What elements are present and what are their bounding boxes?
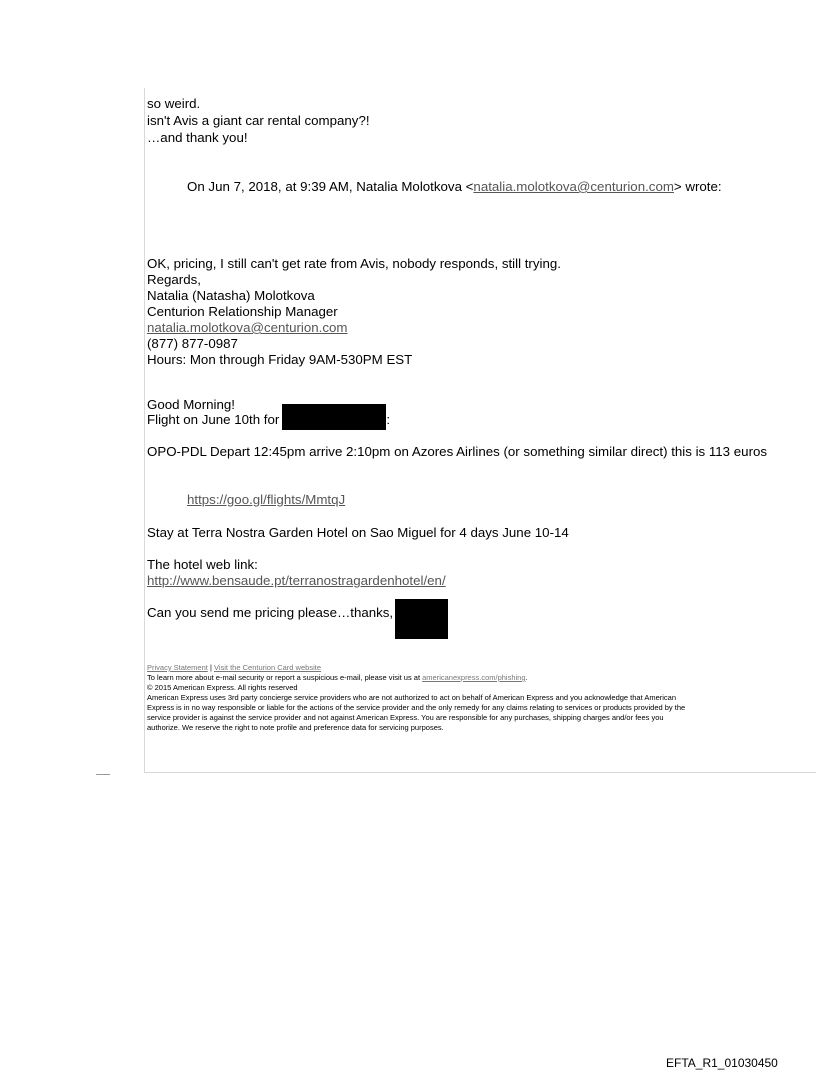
footer-disclaimer-1: American Express uses 3rd party concierge service providers who are not authorized to act on behalf of American Express and you acknowledge that American: [147, 693, 677, 702]
flight-prefix: Flight on June 10th for: [147, 412, 280, 427]
hotel-link[interactable]: http://www.bensaude.pt/terranostragardenhotel/en/: [147, 573, 446, 588]
footer-separator: |: [207, 663, 214, 672]
reply-line-2: isn't Avis a giant car rental company?!: [147, 113, 370, 128]
footer-disclaimer-4: authorize. We reserve the right to note profile and preference data for servicing purposes.: [147, 723, 444, 732]
redaction-block: [282, 404, 386, 430]
flight-link[interactable]: https://goo.gl/flights/MmtqJ: [187, 492, 346, 507]
security-note-end: .: [525, 673, 528, 682]
reply-line-3: …and thank you!: [147, 130, 248, 145]
signature-phone: (877) 877-0987: [147, 336, 238, 351]
quote-header-suffix: > wrote:: [673, 179, 722, 194]
centurion-website-link[interactable]: Visit the Centurion Card website: [213, 663, 321, 672]
security-note-text: To learn more about e-mail security or report a suspicious e-mail, please visit us at: [147, 673, 423, 682]
closing-text: Can you send me pricing please…thanks,: [147, 605, 394, 620]
signature-title: Centurion Relationship Manager: [147, 304, 338, 319]
footer-links: [147, 663, 321, 673]
footer-disclaimer-3: service provider is against the service provider and not against American Express. You are responsible for any purchases, shipping charges and/or fees you: [147, 713, 664, 722]
hotel-stay: Stay at Terra Nostra Garden Hotel on Sao Miguel for 4 days June 10-14: [147, 525, 569, 540]
redaction-block: [395, 599, 448, 639]
document-id: EFTA_R1_01030450: [666, 1056, 778, 1070]
request-greeting: Good Morning!: [147, 397, 235, 412]
footer-copyright: © 2015 American Express. All rights reserved: [147, 683, 298, 692]
signature-regards: Regards,: [147, 272, 201, 287]
hotel-link-label: The hotel web link:: [147, 557, 258, 572]
signature-name: Natalia (Natasha) Molotkova: [147, 288, 315, 303]
sender-email-link[interactable]: natalia.molotkova@centurion.com: [473, 179, 674, 194]
phishing-link[interactable]: americanexpress.com/phishing: [422, 673, 526, 682]
agent-message-body: OK, pricing, I still can't get rate from Avis, nobody responds, still trying.: [147, 256, 561, 271]
quote-header: [187, 179, 722, 195]
signature-email-link[interactable]: natalia.molotkova@centurion.com: [147, 320, 348, 335]
footer-disclaimer-2: Express is in no way responsible or liable for the actions of the service provider and the only remedy for any claims relating to services or products provided by the: [147, 703, 686, 712]
quote-header-prefix: On Jun 7, 2018, at 9:39 AM, Natalia Molotkova <: [187, 179, 474, 194]
request-flight-line: [147, 404, 390, 430]
footer-security-note: [147, 673, 528, 683]
request-closing-line: [147, 599, 448, 639]
signature-hours: Hours: Mon through Friday 9AM-530PM EST: [147, 352, 413, 367]
privacy-statement-link[interactable]: Privacy Statement: [147, 663, 208, 672]
flight-route: OPO-PDL Depart 12:45pm arrive 2:10pm on Azores Airlines (or something similar direct) this is 113 euros: [147, 444, 768, 459]
flight-suffix: :: [386, 412, 391, 427]
margin-mark: [96, 774, 110, 775]
reply-line-1: so weird.: [147, 96, 201, 111]
